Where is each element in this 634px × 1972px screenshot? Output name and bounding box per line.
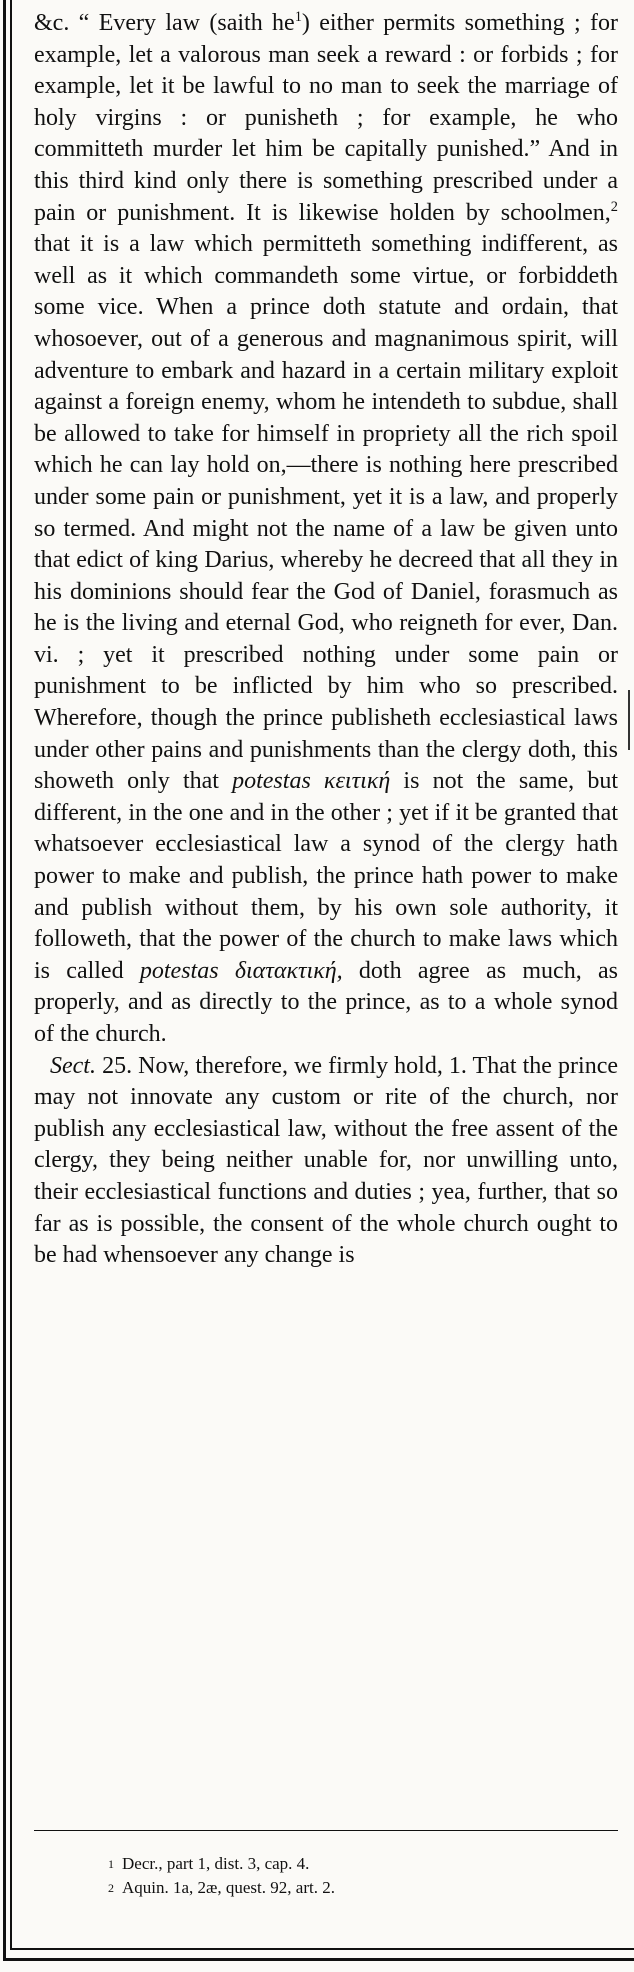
bottom-border-rule [3,1958,634,1961]
paragraph-continuation [34,8,618,1051]
footnote-1 [108,1852,608,1876]
body-text [34,8,618,1272]
paragraph-section-25 [34,1051,618,1272]
footnote-text: Aquin. 1a, 2æ, quest. 92, art. 2. [122,1878,335,1897]
footnotes [108,1852,608,1900]
section-label: Sect. [50,1052,96,1079]
text-run: that it is a law which permitteth something indifferent, as well as it which commandeth some virtue, or forbiddeth some vice. When a prince doth statute and ordain, that whosoever, out of a generous and magnanimous spirit, will adventure to embark and hazard in a certain military exploit against a foreign enemy, whom he intendeth to subdue, shall be allowed to take for himself in propriety all the rich spoil which he can lay hold on,—there is nothing here prescribed under some pain or punishment, yet it is a law, and properly so termed. And might not the name of a law be given unto that edict of king Darius, whereby he decreed that all they in his dominions should fear the God of Daniel, forasmuch as he is the living and eternal God, who reigneth for ever, Dan. vi. ; yet it prescribed nothing under some pain or punishment to be inflicted by him who so prescribed. Wherefore, though the prince publisheth ecclesiastical laws under other pains and punishments than the clergy doth, this showeth only that [34,231,618,795]
left-border-rule-inner [10,0,12,1950]
footnote-number: 1 [108,1857,114,1871]
text-run: 25. Now, therefore, we firmly hold, 1. That the prince may not innovate any custom or rite of the church, nor publish any ecclesiastical law, without the free assent of the clergy, they being neither unable for, nor unwilling unto, their ecclesiastical functions and duties ; yea, further, that so far as is possible, the consent of the whole church ought to be had whensoever any change is [34,1052,618,1269]
footnote-text: Decr., part 1, dist. 3, cap. 4. [122,1854,310,1873]
left-border-rule [3,0,6,1960]
text-run: &c. “ Every law (saith he [34,10,295,36]
footnote-2 [108,1876,608,1900]
text-run: ) either permits something ; for example, let a valorous man seek a reward : or forbids ; for example, let it be lawful to no man to seek the marriage of holy virgins : or punisheth ; for example, he who committeth murder let him be capitally punished.” And in this third kind only there is something prescribed under a pain or punishment. It is likewise holden by schoolmen, [34,10,618,226]
footnote-divider [34,1830,618,1831]
italic-phrase: potestas κειτική [232,768,391,795]
italic-phrase: potestas διατακτική, [139,957,343,984]
footnote-number: 2 [108,1881,114,1895]
text-run: doth agree as much, as properly, and as directly to the prince, as to a whole synod of the church. [34,957,618,1047]
footnote-ref-1: 1 [294,9,302,25]
bottom-border-rule-inner [10,1948,634,1950]
text-run: is not the same, but different, in the one and in the other ; yet if it be granted that whatsoever ecclesiastical law a synod of the clergy hath power to make and publish, the prince hath power to make and publish without them, by his own sole authority, it followeth, that the power of the church to make laws which is called [34,768,618,984]
margin-mark [628,690,630,750]
footnote-ref-2: 2 [610,198,618,215]
